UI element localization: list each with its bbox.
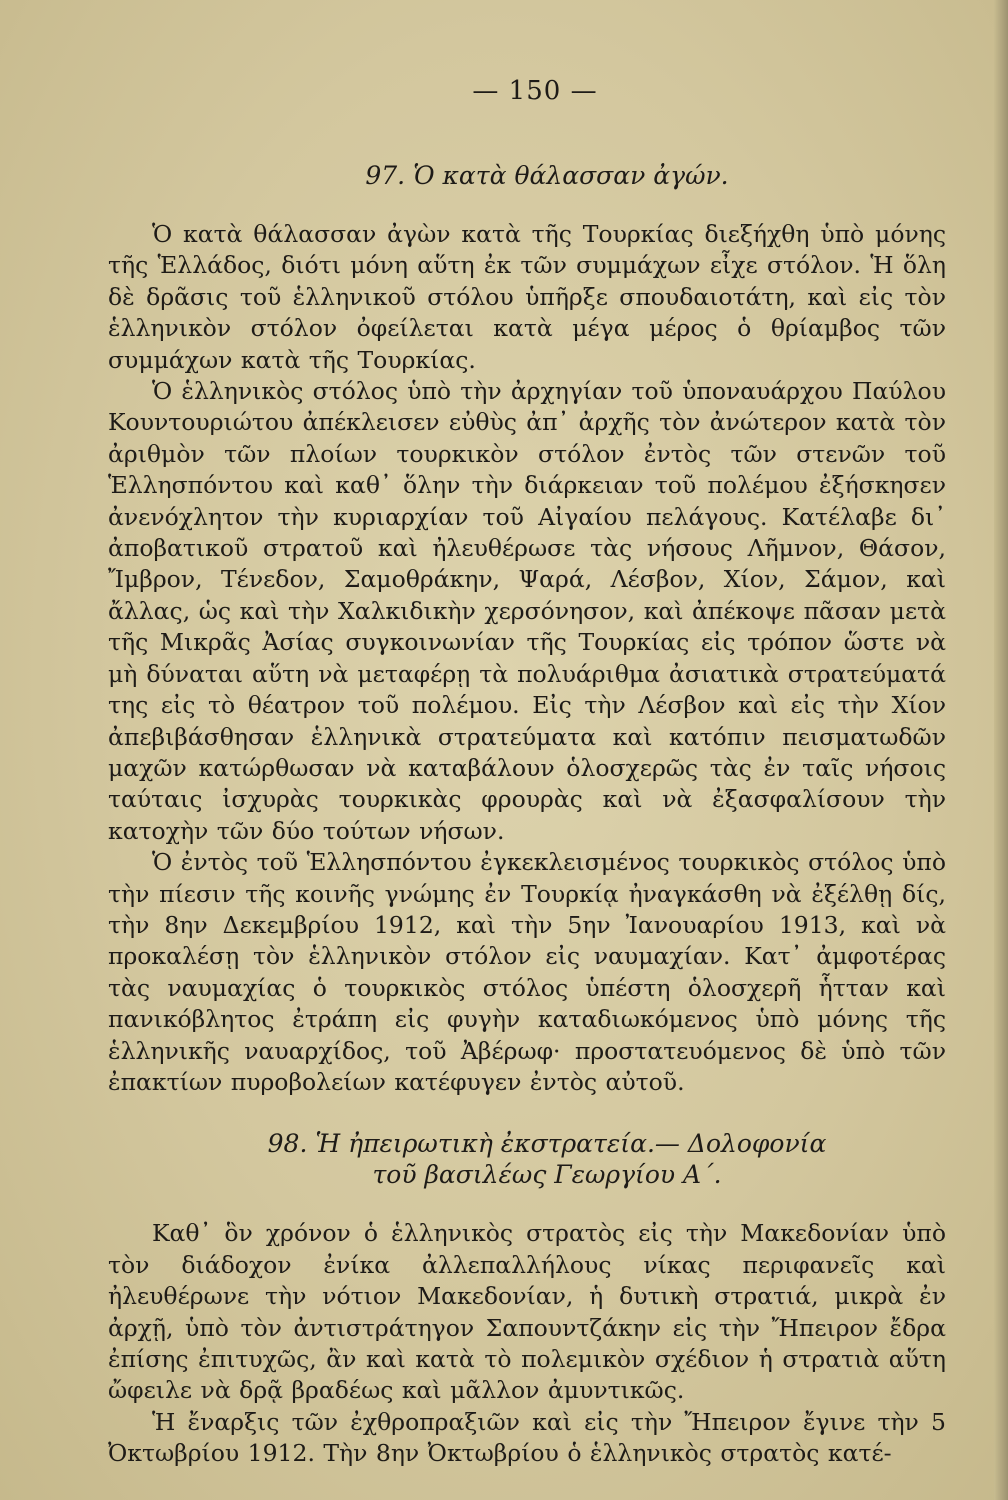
section-97-heading: 97. Ὁ κατὰ θάλασσαν ἀγών. (365, 161, 729, 190)
section-98-paragraph-2: Ἡ ἔναρξις τῶν ἐχθροπραξιῶν καὶ εἰς τὴν Ἤπειρον ἔγινε τὴν 5 Ὀκτωβρίου 1912. Τὴν 8ην Ὀκτωβρίου ὁ ἑλληνικὸς στρατὸς κατέ- (108, 1407, 946, 1468)
section-98-paragraph-1: Καθ᾿ ὃν χρόνον ὁ ἑλληνικὸς στρατὸς εἰς τὴν Μακεδονίαν ὑπὸ τὸν διάδοχον ἐνίκα ἀλλεπαλλήλους νίκας περιφανεῖς καὶ ἠλευθέρωνε τὴν νότιον Μακεδονίαν, ἡ δυτικὴ στρατιά, μικρὰ ἐν ἀρχῇ, ὑπὸ τὸν ἀντιστράτηγον Σαπουντζάκην εἰς τὴν Ἤπειρον ἔδρα ἐπίσης ἐπιτυχῶς, ἂν καὶ κατὰ τὸ πολεμικὸν σχέδιον ἡ στρατιὰ αὕτη ὤφειλε νὰ δρᾷ βραδέως καὶ μᾶλλον ἀμυντικῶς. (108, 1219, 946, 1405)
section-98-heading (108, 1128, 946, 1190)
page-number: — 150 — (472, 76, 598, 106)
section-97-paragraph-2: Ὁ ἑλληνικὸς στόλος ὑπὸ τὴν ἀρχηγίαν τοῦ ὑποναυάρχου Παύλου Κουντουριώτου ἀπέκλεισεν εὐθὺς ἀπ᾿ ἀρχῆς τὸν ἀνώτερον κατὰ τὸν ἀριθμὸν τῶν πλοίων τουρκικὸν στόλον ἐντὸς τῶν στενῶν τοῦ Ἑλλησπόντου καὶ καθ᾿ ὅλην τὴν διάρκειαν τοῦ πολέμου ἐξήσκησεν ἀνενόχλητον τὴν κυριαρχίαν τοῦ Αἰγαίου πελάγους. Κατέλαβε δι᾿ ἀποβατικοῦ στρατοῦ καὶ ἠλευθέρωσε τὰς νήσους Λῆμνον, Θάσον, Ἴμβρον, Τένεδον, Σαμοθράκην, Ψαρά, Λέσβον, Χίον, Σάμον, καὶ ἄλλας, ὡς καὶ τὴν Χαλκιδικὴν χερσόνησον, καὶ ἀπέκοψε πᾶσαν μετὰ τῆς Μικρᾶς Ἀσίας συγκοινωνίαν τῆς Τουρκίας εἰς τρόπον ὥστε νὰ μὴ δύναται αὕτη νὰ μεταφέρῃ τὰ πολυάριθμα ἀσιατικὰ στρατεύματά της εἰς τὸ θέατρον τοῦ πολέμου. Εἰς τὴν Λέσβον καὶ εἰς τὴν Χίον ἀπεβιβάσθησαν ἑλληνικὰ στρατεύματα καὶ κατόπιν πεισματωδῶν μαχῶν κατώρθωσαν νὰ καταβάλουν ὁλοσχερῶς τὰς ἐν ταῖς νήσοις ταύταις ἰσχυρὰς τουρκικὰς φρουρὰς καὶ νὰ ἐξασφαλίσουν τὴν κατοχὴν τῶν δύο τούτων νήσων. (108, 377, 946, 845)
section-98-heading-line-1: 98. Ἡ ἠπειρωτικὴ ἐκστρατεία.— Δολοφονία (267, 1129, 827, 1159)
section-97-paragraph-3: Ὁ ἐντὸς τοῦ Ἑλλησπόντου ἐγκεκλεισμένος τουρκικὸς στόλος ὑπὸ τὴν πίεσιν τῆς κοινῆς γνώμης ἐν Τουρκίᾳ ἠναγκάσθη νὰ ἐξέλθῃ δίς, τὴν 8ην Δεκεμβρίου 1912, καὶ τὴν 5ην Ἰανουαρίου 1913, καὶ νὰ προκαλέσῃ τὸν ἑλληνικὸν στόλον εἰς ναυμαχίαν. Κατ᾿ ἀμφοτέρας τὰς ναυμαχίας ὁ τουρκικὸς στόλος ὑπέστη ὁλοσχερῆ ἧτταν καὶ πανικόβλητος ἐτράπη εἰς φυγὴν καταδιωκόμενος ὑπὸ μόνης τῆς ἑλληνικῆς ναυαρχίδος, τοῦ Ἀβέρωφ· προστατευόμενος δὲ ὑπὸ τῶν ἐπακτίων πυροβολείων κατέφυγεν ἐντὸς αὐτοῦ. (108, 848, 946, 1096)
section-97-paragraph-1: Ὁ κατὰ θάλασσαν ἀγὼν κατὰ τῆς Τουρκίας διεξήχθη ὑπὸ μόνης τῆς Ἑλλάδος, διότι μόνη αὕτη ἐκ τῶν συμμάχων εἶχε στόλον. Ἡ ὅλη δὲ δρᾶσις τοῦ ἑλληνικοῦ στόλου ὑπῆρξε σπουδαιοτάτη, καὶ εἰς τὸν ἑλληνικὸν στόλον ὀφείλεται κατὰ μέγα μέρος ὁ θρίαμβος τῶν συμμάχων κατὰ τῆς Τουρκίας. (108, 220, 946, 374)
page-edge-shadow (994, 0, 1008, 1500)
page-content (108, 160, 946, 1470)
section-98-heading-line-2: τοῦ βασιλέως Γεωργίου Α΄. (372, 1160, 722, 1190)
